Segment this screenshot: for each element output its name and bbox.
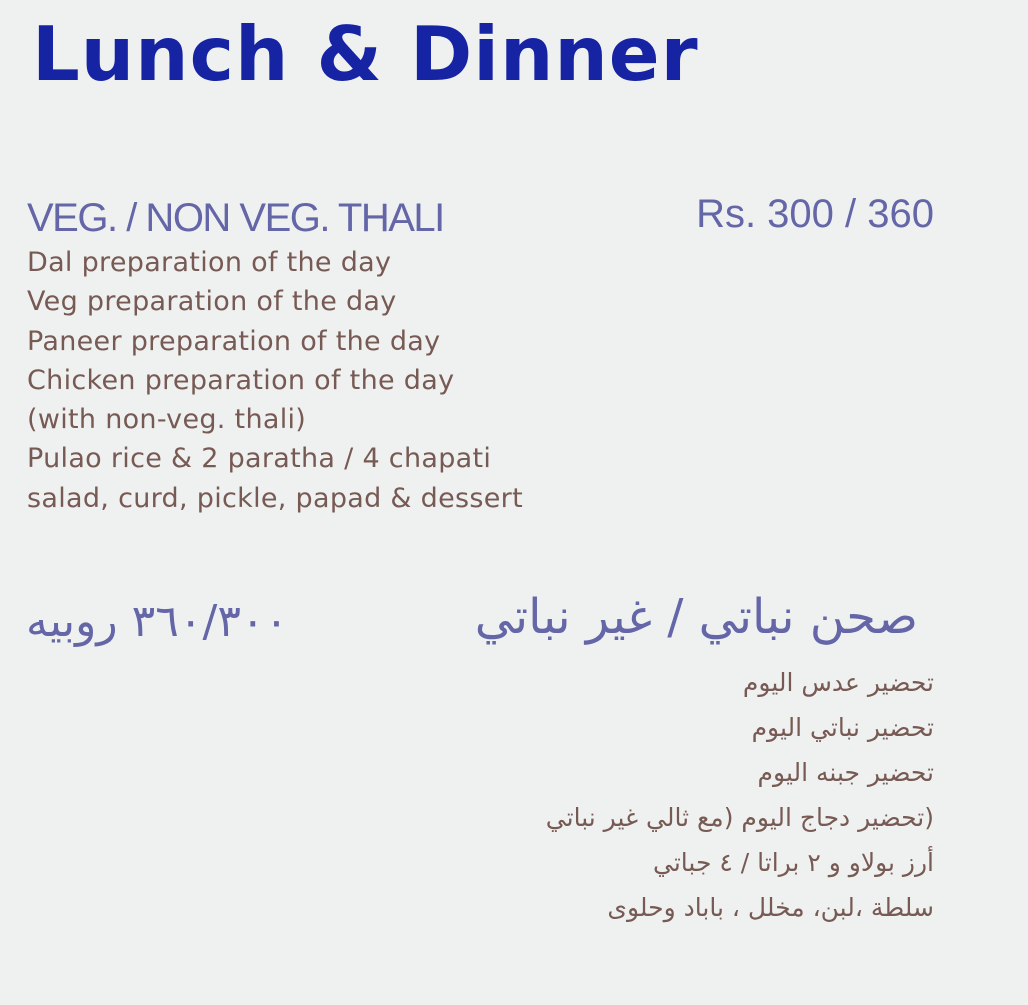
description-line: salad, curd, pickle, papad & dessert (27, 482, 523, 514)
description-line: (with non-veg. thali) (27, 404, 307, 436)
item-name-arabic: صحن نباتي / غير نباتي (474, 589, 918, 645)
item-name-english: VEG. / NON VEG. THALI (27, 196, 444, 240)
description-line-arabic: أرز بولاو و ٢ براتا / ٤ جباتي (653, 848, 934, 877)
description-line: Veg preparation of the day (27, 286, 397, 318)
item-price-arabic: ٣٦٠/٣٠٠ روبيه (26, 596, 289, 647)
item-description-arabic (546, 660, 934, 930)
description-line-arabic: تحضير جبنه اليوم (757, 758, 934, 787)
description-line-arabic: (تحضير دجاج اليوم (مع ثالي غير نباتي (545, 803, 934, 832)
description-line: Paneer preparation of the day (27, 325, 441, 357)
item-description-english (27, 243, 523, 518)
description-line: Chicken preparation of the day (27, 364, 455, 396)
item-price-english: Rs. 300 / 360 (696, 192, 934, 236)
description-line-arabic: تحضير عدس اليوم (742, 668, 934, 697)
page-title: Lunch & Dinner (32, 10, 699, 98)
description-line: Pulao rice & 2 paratha / 4 chapati (27, 443, 492, 475)
description-line-arabic: سلطة ،لبن، مخلل ، باباد وحلوى (607, 893, 934, 922)
description-line-arabic: تحضير نباتي اليوم (751, 713, 934, 742)
description-line: Dal preparation of the day (27, 247, 392, 278)
